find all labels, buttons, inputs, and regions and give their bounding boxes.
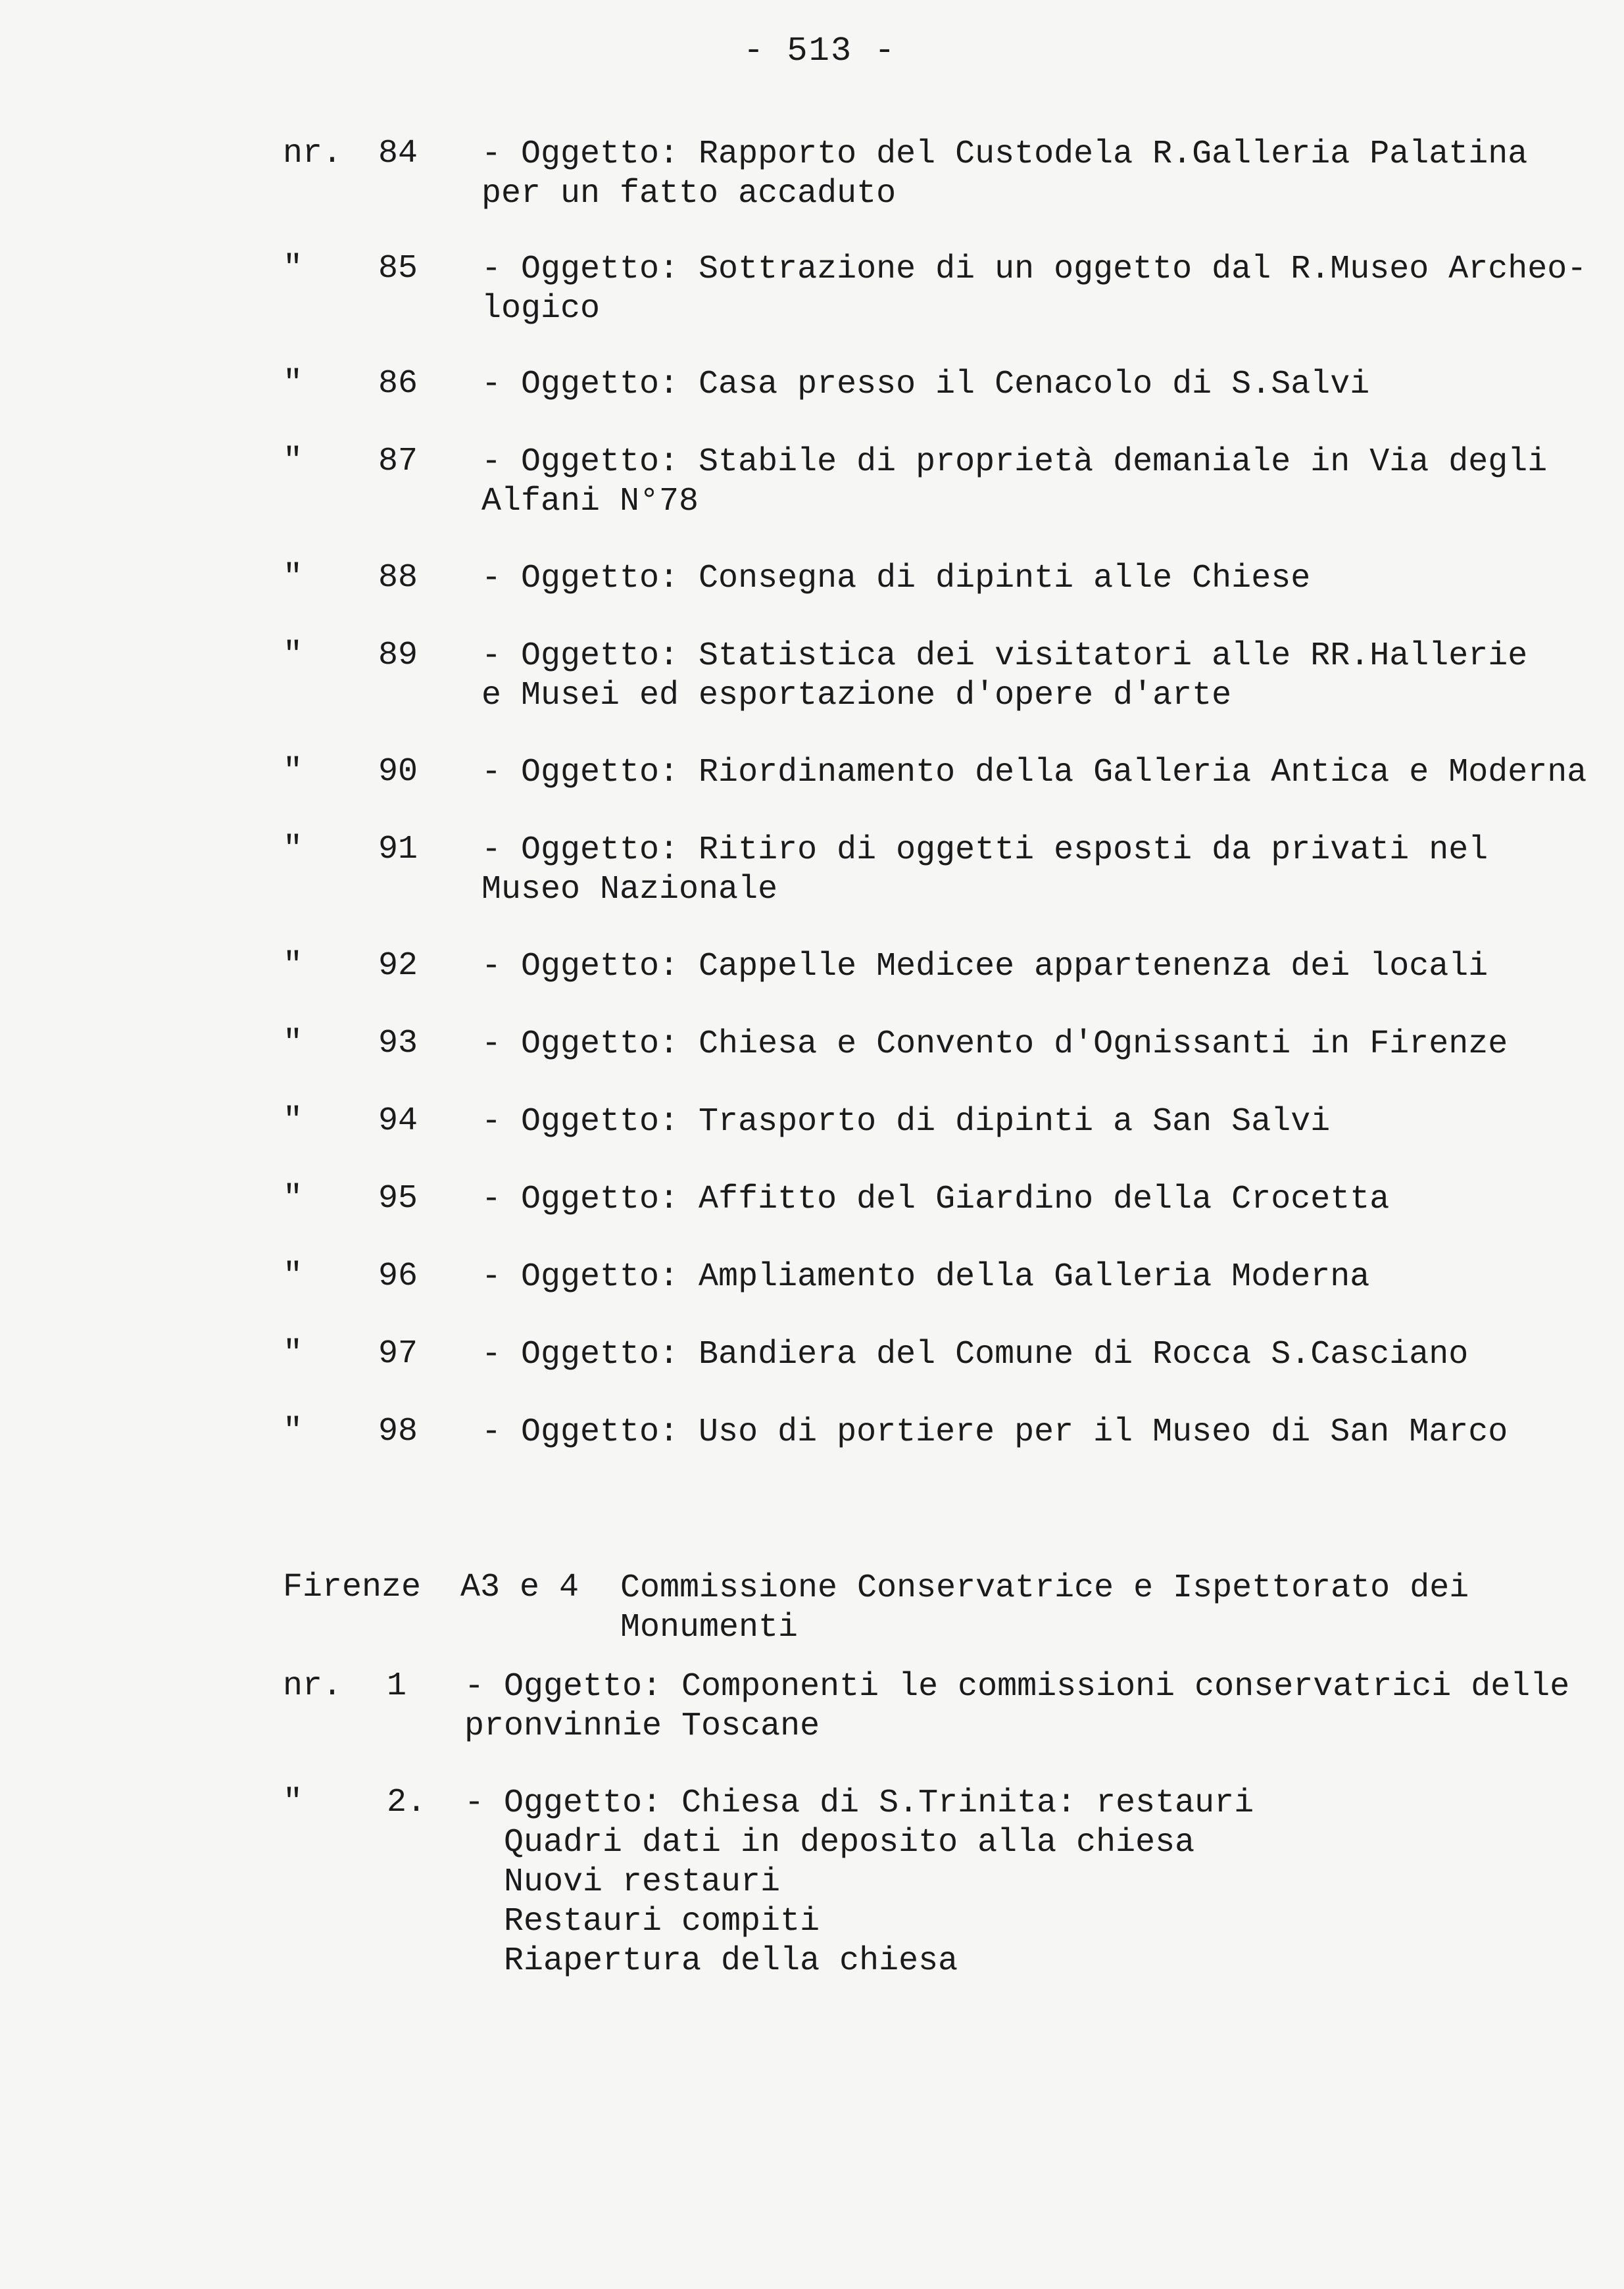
- entry-number: 89: [378, 637, 418, 674]
- entry-label: ": [283, 1258, 303, 1295]
- entry-label: ": [283, 753, 303, 791]
- section-code: A3 e 4: [460, 1569, 579, 1606]
- entry-number: 95: [378, 1180, 418, 1218]
- entry-line: Museo Nazionale: [481, 871, 778, 908]
- entry-number: 1: [387, 1667, 407, 1705]
- entry-label: ": [283, 831, 303, 868]
- entry-line: - Oggetto: Componenti le commissioni conservatrici delle: [464, 1668, 1570, 1706]
- entry-number: 94: [378, 1102, 418, 1140]
- entry-line: Restauri compiti: [504, 1903, 820, 1940]
- entry-text: [481, 1413, 1508, 1452]
- entry-text: [481, 559, 1310, 599]
- entry-number: 93: [378, 1025, 418, 1062]
- entry-number: 92: [378, 947, 418, 985]
- entry-text: [481, 831, 1488, 910]
- entry-line: - Oggetto: Chiesa di S.Trinita: restauri: [464, 1784, 1254, 1822]
- entry-text: [481, 637, 1527, 716]
- entry-text: [481, 1025, 1508, 1064]
- entry-label: ": [283, 1335, 303, 1373]
- entry-label: nr.: [283, 135, 343, 172]
- entry-line: - Oggetto: Chiesa e Convento d'Ognissanti in Firenze: [481, 1025, 1508, 1063]
- entry-line: - Oggetto: Sottrazione di un oggetto dal R.Museo Archeo-: [481, 251, 1587, 288]
- entry-label: ": [283, 1180, 303, 1218]
- page-number: - 513 -: [743, 32, 897, 70]
- entry-line: - Oggetto: Casa presso il Cenacolo di S.Salvi: [481, 366, 1370, 403]
- entry-text: [464, 1784, 1254, 1981]
- entry-label: ": [283, 1025, 303, 1062]
- entry-line: - Oggetto: Uso di portiere per il Museo di San Marco: [481, 1414, 1508, 1451]
- section-title-line: Monumenti: [620, 1609, 799, 1646]
- entry-number: 2.: [387, 1784, 427, 1821]
- entry-line: e Musei ed esportazione d'opere d'arte: [481, 677, 1232, 714]
- entry-label: ": [283, 1413, 303, 1450]
- entry-label: ": [283, 365, 303, 403]
- section-place: Firenze: [283, 1569, 422, 1606]
- entry-line: - Oggetto: Trasporto di dipinti a San Salvi: [481, 1103, 1331, 1141]
- section-title: [620, 1569, 1469, 1648]
- entry-number: 96: [378, 1258, 418, 1295]
- entry-label: ": [283, 637, 303, 674]
- entry-line: - Oggetto: Riordinamento della Galleria Antica e Moderna: [481, 754, 1587, 791]
- entry-line: - Oggetto: Statistica dei visitatori alle RR.Hallerie: [481, 637, 1528, 675]
- entry-number: 98: [378, 1413, 418, 1450]
- entry-line: Alfani N°78: [481, 483, 699, 520]
- entry-line: per un fatto accaduto: [481, 175, 897, 212]
- entry-label: ": [283, 1102, 303, 1140]
- entry-text: [481, 1335, 1468, 1375]
- entry-label: ": [283, 559, 303, 597]
- entry-line: Nuovi restauri: [504, 1863, 781, 1901]
- entry-text: [481, 443, 1547, 522]
- entry-text: [481, 365, 1369, 405]
- entry-text: [481, 250, 1587, 329]
- entry-label: nr.: [283, 1667, 343, 1705]
- entry-text: [481, 135, 1527, 214]
- entry-text: [481, 1102, 1330, 1142]
- entry-line: - Oggetto: Bandiera del Comune di Rocca S.Casciano: [481, 1336, 1469, 1373]
- entry-number: 87: [378, 443, 418, 480]
- entry-label: ": [283, 250, 303, 287]
- section-title-line: Commissione Conservatrice e Ispettorato dei: [620, 1569, 1469, 1607]
- entry-label: ": [283, 947, 303, 985]
- entry-line: - Oggetto: Ampliamento della Galleria Moderna: [481, 1258, 1370, 1296]
- entry-number: 86: [378, 365, 418, 403]
- entry-line: - Oggetto: Rapporto del Custodela R.Galleria Palatina: [481, 135, 1528, 173]
- entry-line: - Oggetto: Stabile di proprietà demaniale in Via degli: [481, 443, 1548, 481]
- entry-line: - Oggetto: Ritiro di oggetti esposti da privati nel: [481, 831, 1489, 869]
- entry-label: ": [283, 1784, 303, 1821]
- entry-number: 88: [378, 559, 418, 597]
- entry-line: - Oggetto: Cappelle Medicee appartenenza dei locali: [481, 948, 1489, 985]
- entry-line: logico: [481, 290, 601, 328]
- entry-number: 97: [378, 1335, 418, 1373]
- entry-number: 84: [378, 135, 418, 172]
- entry-text: [464, 1667, 1569, 1746]
- entry-text: [481, 753, 1587, 793]
- entry-line: Riapertura della chiesa: [504, 1942, 958, 1980]
- entry-text: [481, 1180, 1389, 1219]
- entry-line: pronvinnie Toscane: [464, 1708, 820, 1745]
- entry-number: 90: [378, 753, 418, 791]
- entry-line: Quadri dati in deposito alla chiesa: [504, 1824, 1195, 1861]
- entry-number: 91: [378, 831, 418, 868]
- entry-label: ": [283, 443, 303, 480]
- entry-text: [481, 1258, 1369, 1297]
- entry-line: - Oggetto: Consegna di dipinti alle Chiese: [481, 560, 1311, 597]
- entry-line: - Oggetto: Affitto del Giardino della Crocetta: [481, 1181, 1390, 1218]
- entry-text: [481, 947, 1488, 987]
- entry-number: 85: [378, 250, 418, 287]
